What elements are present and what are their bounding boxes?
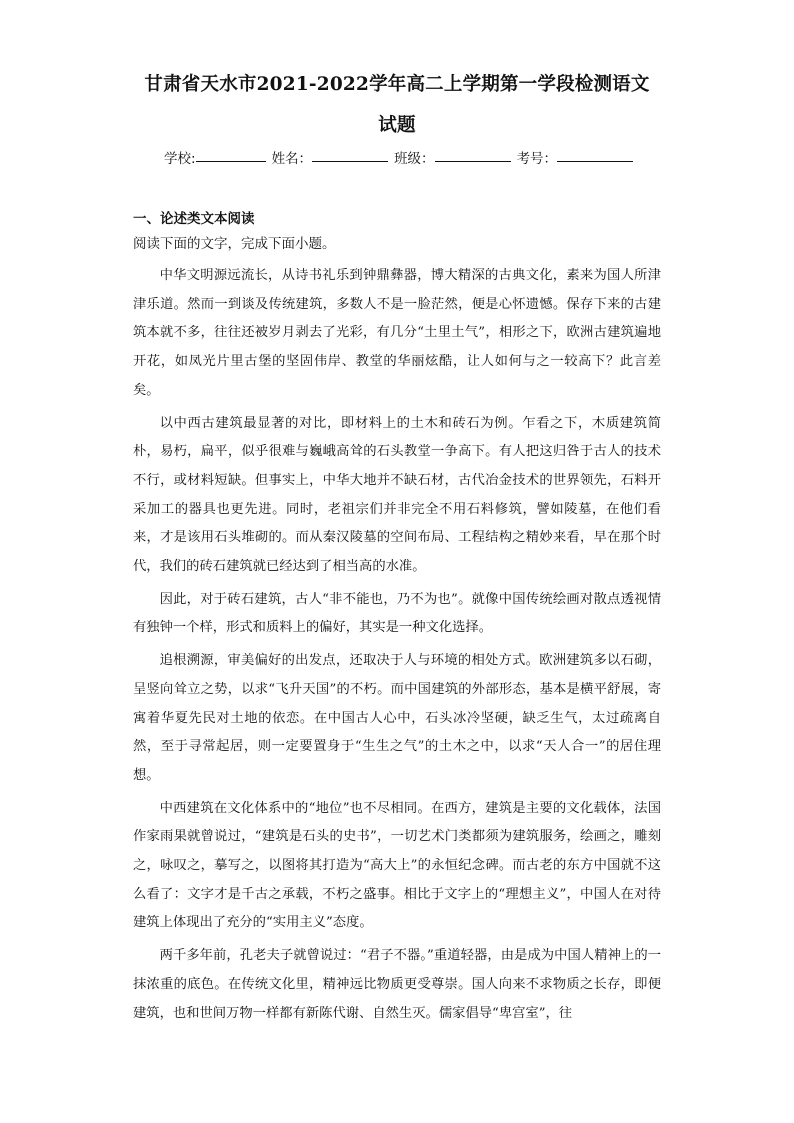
school-blank[interactable] [196, 147, 266, 162]
section-instruction: 阅读下面的文字，完成下面小题。 [133, 236, 336, 252]
passage-body [133, 262, 661, 1032]
class-blank[interactable] [435, 147, 511, 162]
student-info-row [164, 147, 639, 167]
passage-paragraph: 中华文明源远流长，从诗书礼乐到钟鼎彝器，博大精深的古典文化，素来为国人所津津乐道。然而一到谈及传统建筑，多数人不是一脸茫然，便是心怀遗憾。保存下来的古建筑本就不多，往往还被岁月剥去了光彩，有几分“土里土气”，相形之下，欧洲古建筑遍地开花，如凤光片里古堡的坚固伟岸、教堂的华丽炫酷，让人如何与之一较高下？此言差矣。 [133, 268, 661, 398]
passage-paragraph: 以中西古建筑最显著的对比，即材料上的土木和砖石为例。乍看之下，木质建筑简朴，易朽，扁平，似乎很难与巍峨高耸的石头教堂一争高下。有人把这归咎于古人的技术不行，或材料短缺。但事实上，中华大地并不缺石材，古代冶金技术的世界领先，石料开采加工的器具也更先进。同时，老祖宗们并非完全不用石料修筑，譬如陵墓，在他们看来，才是该用石头堆砌的。而从秦汉陵墓的空间布局、工程结构之精妙来看，早在那个时代，我们的砖石建筑就已经达到了相当高的水准。 [133, 415, 661, 575]
school-label: 学校: [164, 151, 196, 167]
exam-no-label: 考号： [516, 151, 558, 167]
passage-paragraph: 因此，对于砖石建筑，古人“非不能也，乃不为也”。就像中国传统绘画对散点透视情有独钟一个样，形式和质料上的偏好，其实是一种文化选择。 [133, 591, 661, 636]
passage-paragraph: 两千多年前，孔老夫子就曾说过：“君子不器。”重道轻器，由是成为中国人精神上的一抹浓重的底色。在传统文化里，精神远比物质更受尊崇。国人向来不求物质之长存，即便建筑，也和世间万物一样都有新陈代谢、自然生灭。儒家倡导“卑宫室”，往 [133, 948, 661, 1021]
section-heading: 一、论述类文本阅读 [133, 211, 255, 227]
class-label: 班级： [394, 151, 435, 167]
passage-paragraph: 中西建筑在文化体系中的“地位”也不尽相同。在西方，建筑是主要的文化载体，法国作家雨果就曾说过，“建筑是石头的史书”，一切艺术门类都须为建筑服务，绘画之，雕刻之，咏叹之，摹写之，以图将其打造为“高大上”的永恒纪念碑。而古老的东方中国就不这么看了：文字才是千古之承载，不朽之盛事。相比于文字上的“理想主义”，中国人在对待建筑上体现出了充分的“实用主义”态度。 [133, 800, 661, 931]
name-blank[interactable] [312, 147, 388, 162]
exam-title-line1: 甘肃省天水市2021-2022学年高二上学期第一学段检测语文 [144, 74, 650, 95]
passage-paragraph: 追根溯源，审美偏好的出发点，还取决于人与环境的相处方式。欧洲建筑多以石砌，呈竖向耸立之势，以求“飞升天国”的不朽。而中国建筑的外部形态，基本是横平舒展，寄寓着华夏先民对土地的依恋。在中国古人心中，石头冰冷坚硬，缺乏生气，太过疏离自然，至于寻常起居，则一定要置身于“生生之气”的土木之中，以求“天人合一”的居住理想。 [133, 653, 661, 783]
exam-title-line2: 试题 [378, 115, 416, 136]
exam-no-blank[interactable] [557, 147, 633, 162]
name-label: 姓名： [271, 151, 313, 167]
